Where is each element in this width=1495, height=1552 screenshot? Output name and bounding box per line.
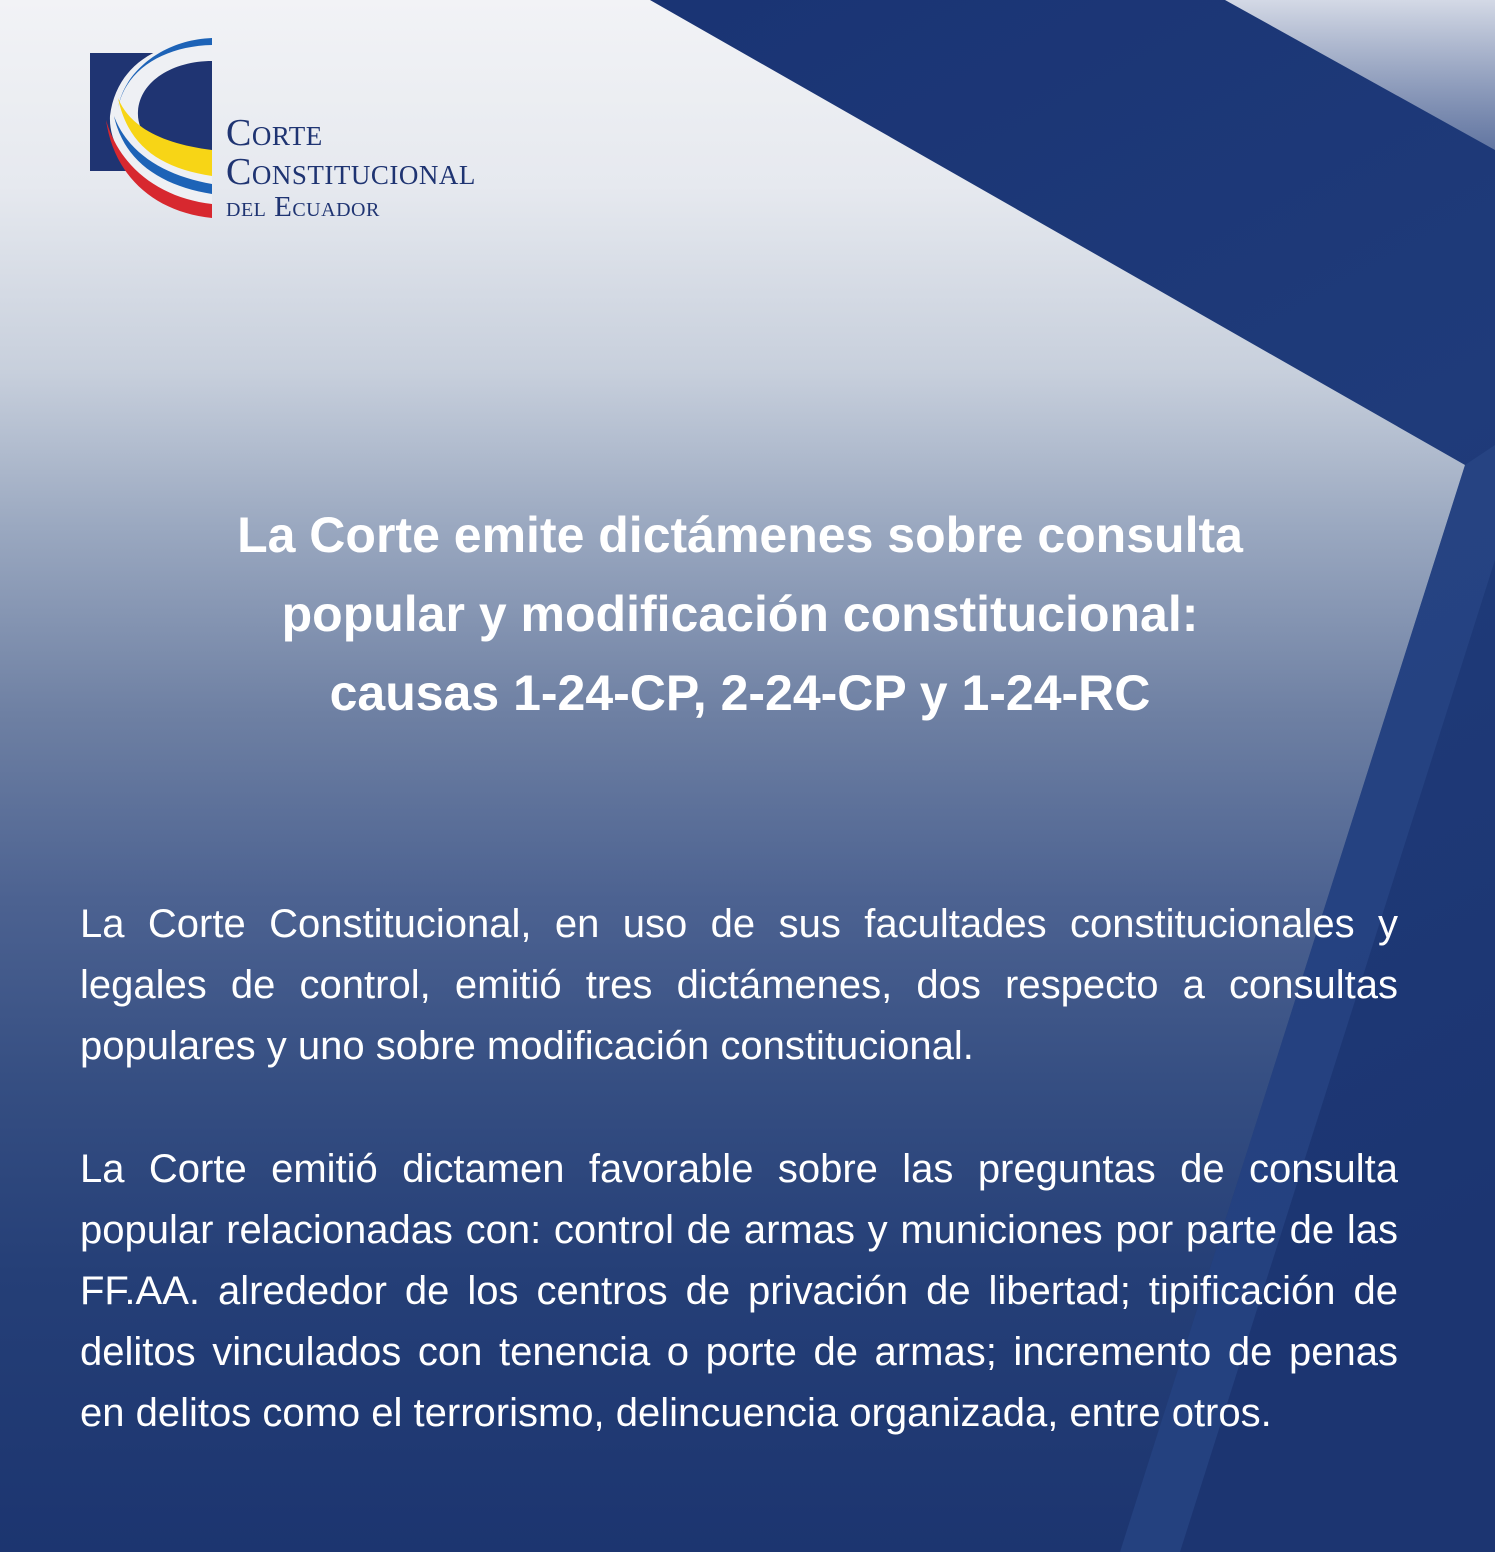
logo-wordmark [226,114,476,222]
headline-line-1: La Corte emite dictámenes sobre consulta [237,507,1243,563]
headline-line-2: popular y modificación constitucional: [281,586,1199,642]
logo-line-3: del Ecuador [226,191,380,223]
headline [150,496,1330,733]
body-paragraph-2: La Corte emitió dictamen favorable sobre las preguntas de consulta popular relacionadas con: control de armas y municiones por parte de las FF.AA. alrededor de los centros de privación de libertad; tipificación de delitos vinculados con tenencia o porte de armas; incremento de penas en delitos como el terrorismo, delincuencia organizada, entre otros. [80,1147,1398,1435]
body-paragraph-1: La Corte Constitucional, en uso de sus facultades constitucionales y legales de control, emitió tres dictámenes, dos respecto a consultas populares y uno sobre modificación constitucional. [80,902,1398,1068]
logo-line-1: Corte [226,112,323,154]
logo-emblem-icon [88,36,228,226]
headline-line-3: causas 1-24-CP, 2-24-CP y 1-24-RC [329,665,1151,721]
logo-line-2: Constitucional [226,151,476,193]
corte-constitucional-logo [88,36,548,226]
